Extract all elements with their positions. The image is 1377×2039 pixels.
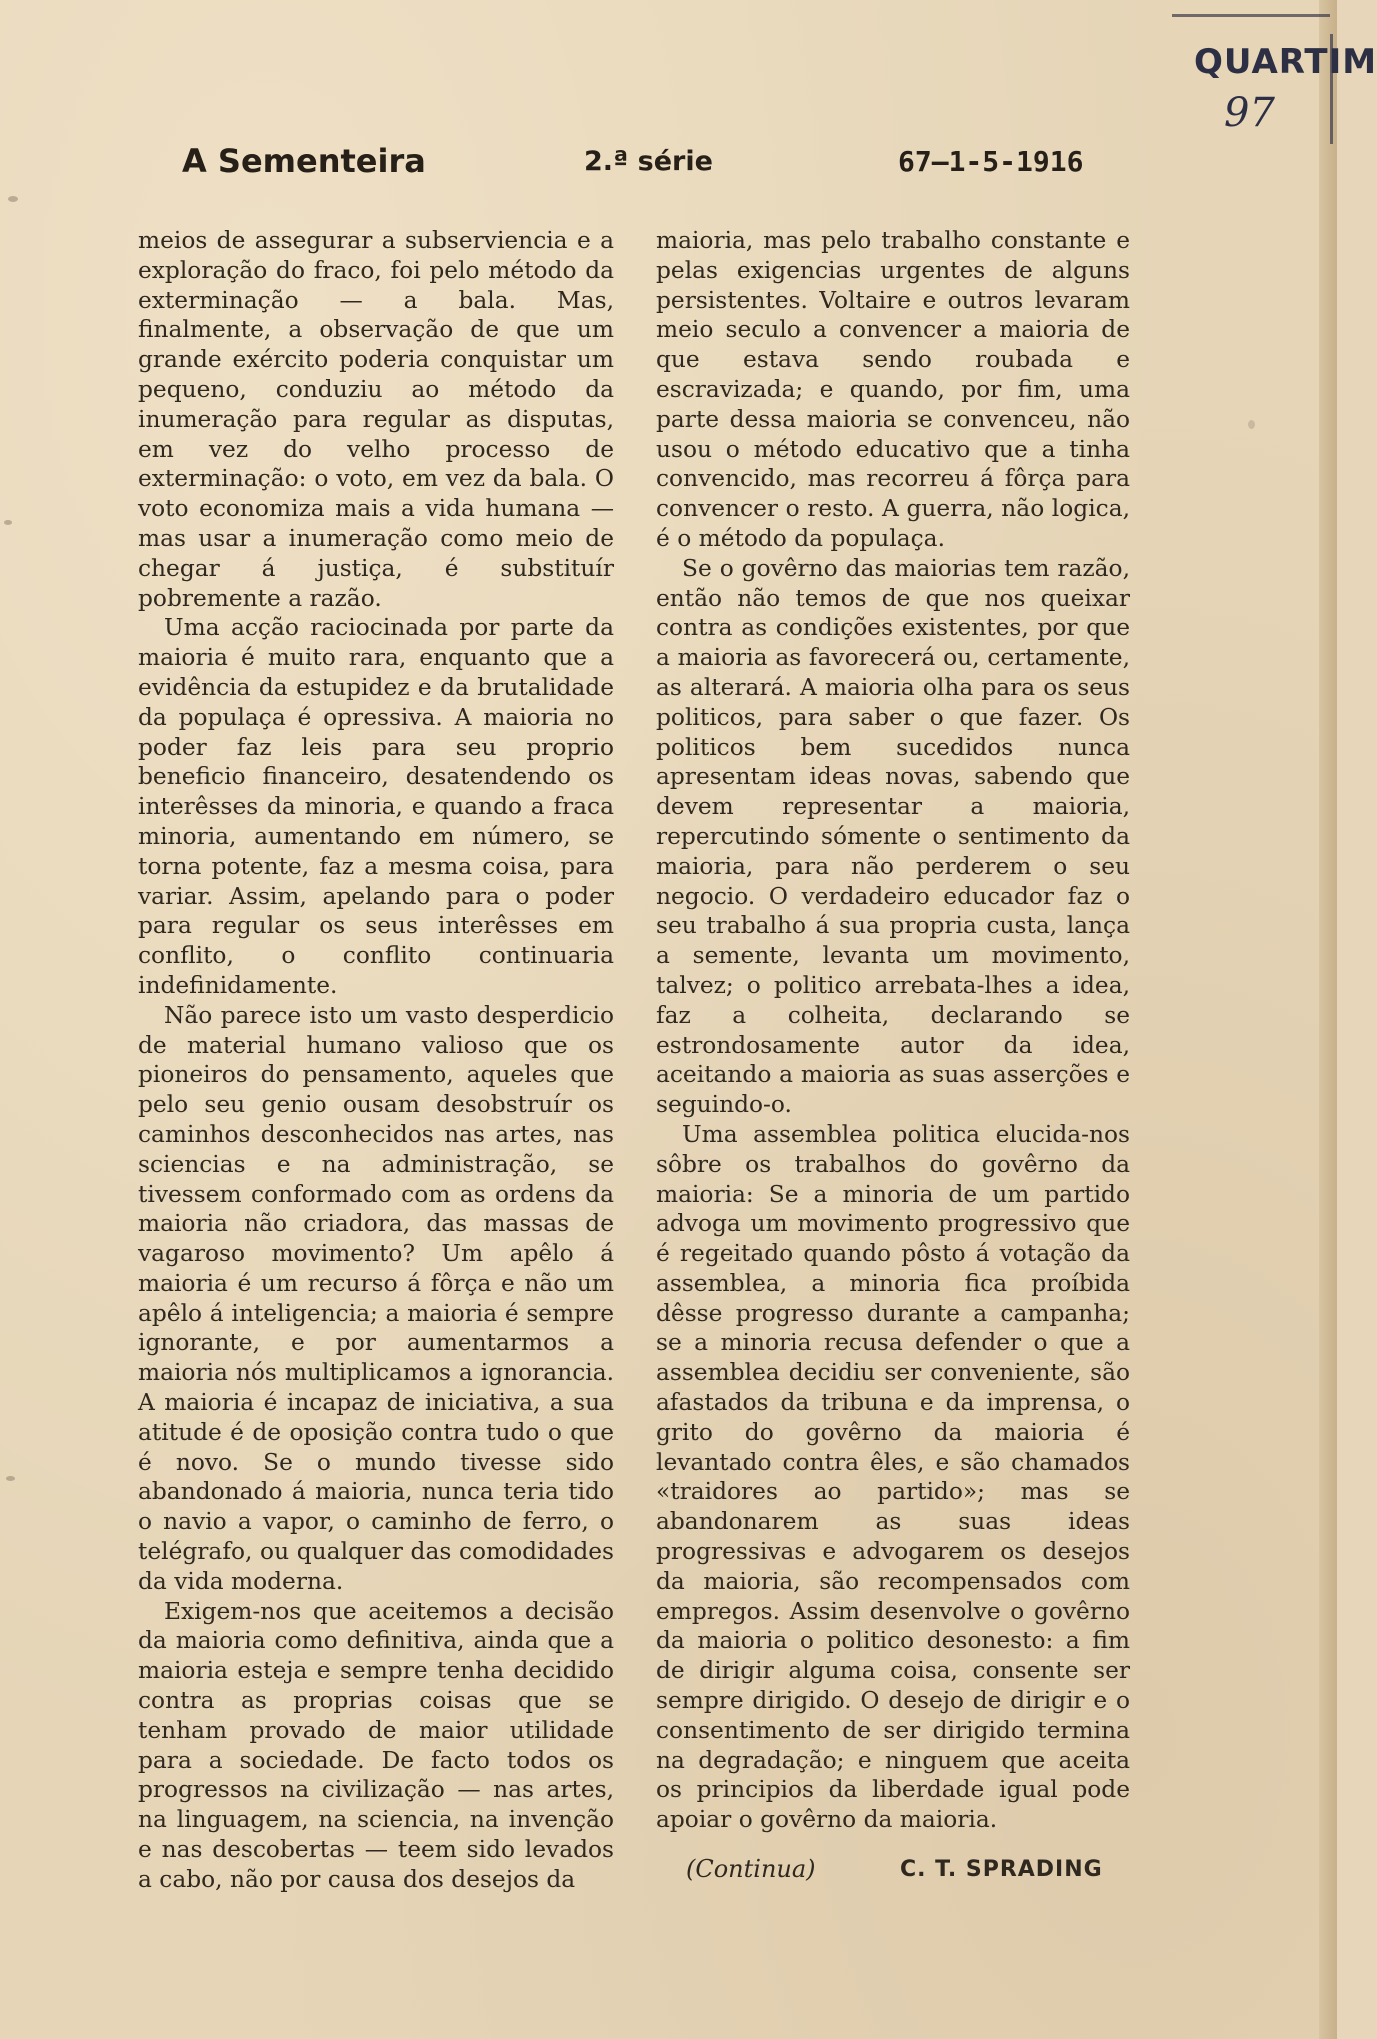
- issue-date: 67—1-5-1916: [898, 145, 1084, 178]
- paper-speck: [6, 1476, 15, 1481]
- paragraph: maioria, mas pelo trabalho constante e pelas exigencias urgentes de alguns persistentes. Voltaire e outros levaram meio seculo a convencer a maioria de que estava sendo roubada e escravizada; e quando, por fim, uma parte dessa maioria se convenceu, não usou o método educativo que a tinha convencido, mas recorreu á fôrça para convencer o resto. A guerra, não logica, é o método da populaça.: [656, 227, 1130, 552]
- author-name: C. T. SPRADING: [900, 1857, 1103, 1883]
- publication-series: 2.ª série: [584, 146, 713, 177]
- paragraph: meios de assegurar a subserviencia e a exploração do fraco, foi pelo método da exterminação — a bala. Mas, finalmente, a observação de que um grande exército poderia conquistar um pequeno, conduziu ao método da inumeração para regular as disputas, em vez do velho processo de exterminação: o voto, em vez da bala. O voto economiza mais a vida humana — mas usar a inumeração como meio de chegar á justiça, é substituír pobremente a razão.: [138, 227, 614, 612]
- archive-stamp: [1172, 14, 1377, 144]
- paper-speck: [4, 520, 12, 525]
- paragraph: Não parece isto um vasto desperdicio de material humano valioso que os pioneiros do pensamento, aqueles que pelo seu genio ousam desobstruír os caminhos desconhecidos nas artes, nas sciencias e na administração, se tivessem conformado com as ordens da maioria não criadora, das massas de vagaroso movimento? Um apêlo á maioria é um recurso á fôrça e não um apêlo á inteligencia; a maioria é sempre ignorante, e por aumentarmos a maioria nós multiplicamos a ignorancia. A maioria é incapaz de iniciativa, a sua atitude é de oposição contra tudo o que é novo. Se o mundo tivesse sido abandonado á maioria, nunca teria tido o navio a vapor, o caminho de ferro, o telégrafo, ou qualquer das comodidades da vida moderna.: [138, 1001, 614, 1595]
- stamp-number: 97: [1224, 90, 1275, 136]
- paragraph: Uma acção raciocinada por parte da maioria é muito rara, enquanto que a evidência da estupidez e da brutalidade da populaça é opressiva. A maioria no poder faz leis para seu proprio beneficio financeiro, desatendendo os interêsses da minoria, e quando a fraca minoria, aumentando em número, se torna potente, faz a mesma coisa, para variar. Assim, apelando para o poder para regular os seus interêsses em conflito, o conflito continuaria indefinidamente.: [138, 614, 614, 999]
- publication-title: A Sementeira: [182, 142, 426, 180]
- page-edge: [1319, 0, 1337, 2039]
- right-column: [656, 226, 1130, 1891]
- stamp-text: QUARTIM: [1194, 42, 1377, 82]
- article-signature: [656, 1855, 1130, 1891]
- paragraph: Exigem-nos que aceitemos a decisão da maioria como definitiva, ainda que a maioria esteja e sempre tenha decidido contra as proprias coisas que se tenham provado de maior utilidade para a sociedade. De facto todos os progressos na civilização — nas artes, na linguagem, na sciencia, na invenção e nas descobertas — teem sido levados a cabo, não por causa dos desejos da: [138, 1597, 614, 1893]
- page-header: [0, 142, 1337, 192]
- paper-speck: [8, 196, 18, 202]
- paragraph: Se o govêrno das maiorias tem razão, então não temos de que nos queixar contra as condições existentes, por que a maioria as favorecerá ou, certamente, as alterará. A maioria olha para os seus politicos, para saber o que fazer. Os politicos bem sucedidos nunca apresentam ideas novas, sabendo que devem representar a maioria, repercutindo sómente o sentimento da maioria, para não perderem o seu negocio. O verdadeiro educador faz o seu trabalho á sua propria custa, lança a semente, levanta um movimento, talvez; o politico arrebata-lhes a idea, faz a colheita, declarando se estrondosamente autor da idea, aceitando a maioria as suas asserções e seguindo-o.: [656, 554, 1130, 1119]
- stamp-line: [1172, 14, 1330, 17]
- paper-speck: [1248, 420, 1255, 429]
- continued-note: (Continua): [686, 1855, 816, 1884]
- left-column: [138, 226, 614, 1895]
- paragraph: Uma assemblea politica elucida-nos sôbre os trabalhos do govêrno da maioria: Se a minoria de um partido advoga um movimento progressivo que é regeitado quando pôsto á votação da assemblea, a minoria fica proíbida dêsse progresso durante a campanha; se a minoria recusa defender o que a assemblea decidiu ser conveniente, são afastados da tribuna e da imprensa, o grito do govêrno da maioria é levantado contra êles, e são chamados «traidores ao partido»; mas se abandonarem as suas ideas progressivas e advogarem os desejos da maioria, são recompensados com empregos. Assim desenvolve o govêrno da maioria o politico desonesto: a fim de dirigir alguma coisa, consente ser sempre dirigido. O desejo de dirigir e o consentimento de ser dirigido termina na degradação; e ninguem que aceita os principios da liberdade igual pode apoiar o govêrno da maioria.: [656, 1120, 1130, 1834]
